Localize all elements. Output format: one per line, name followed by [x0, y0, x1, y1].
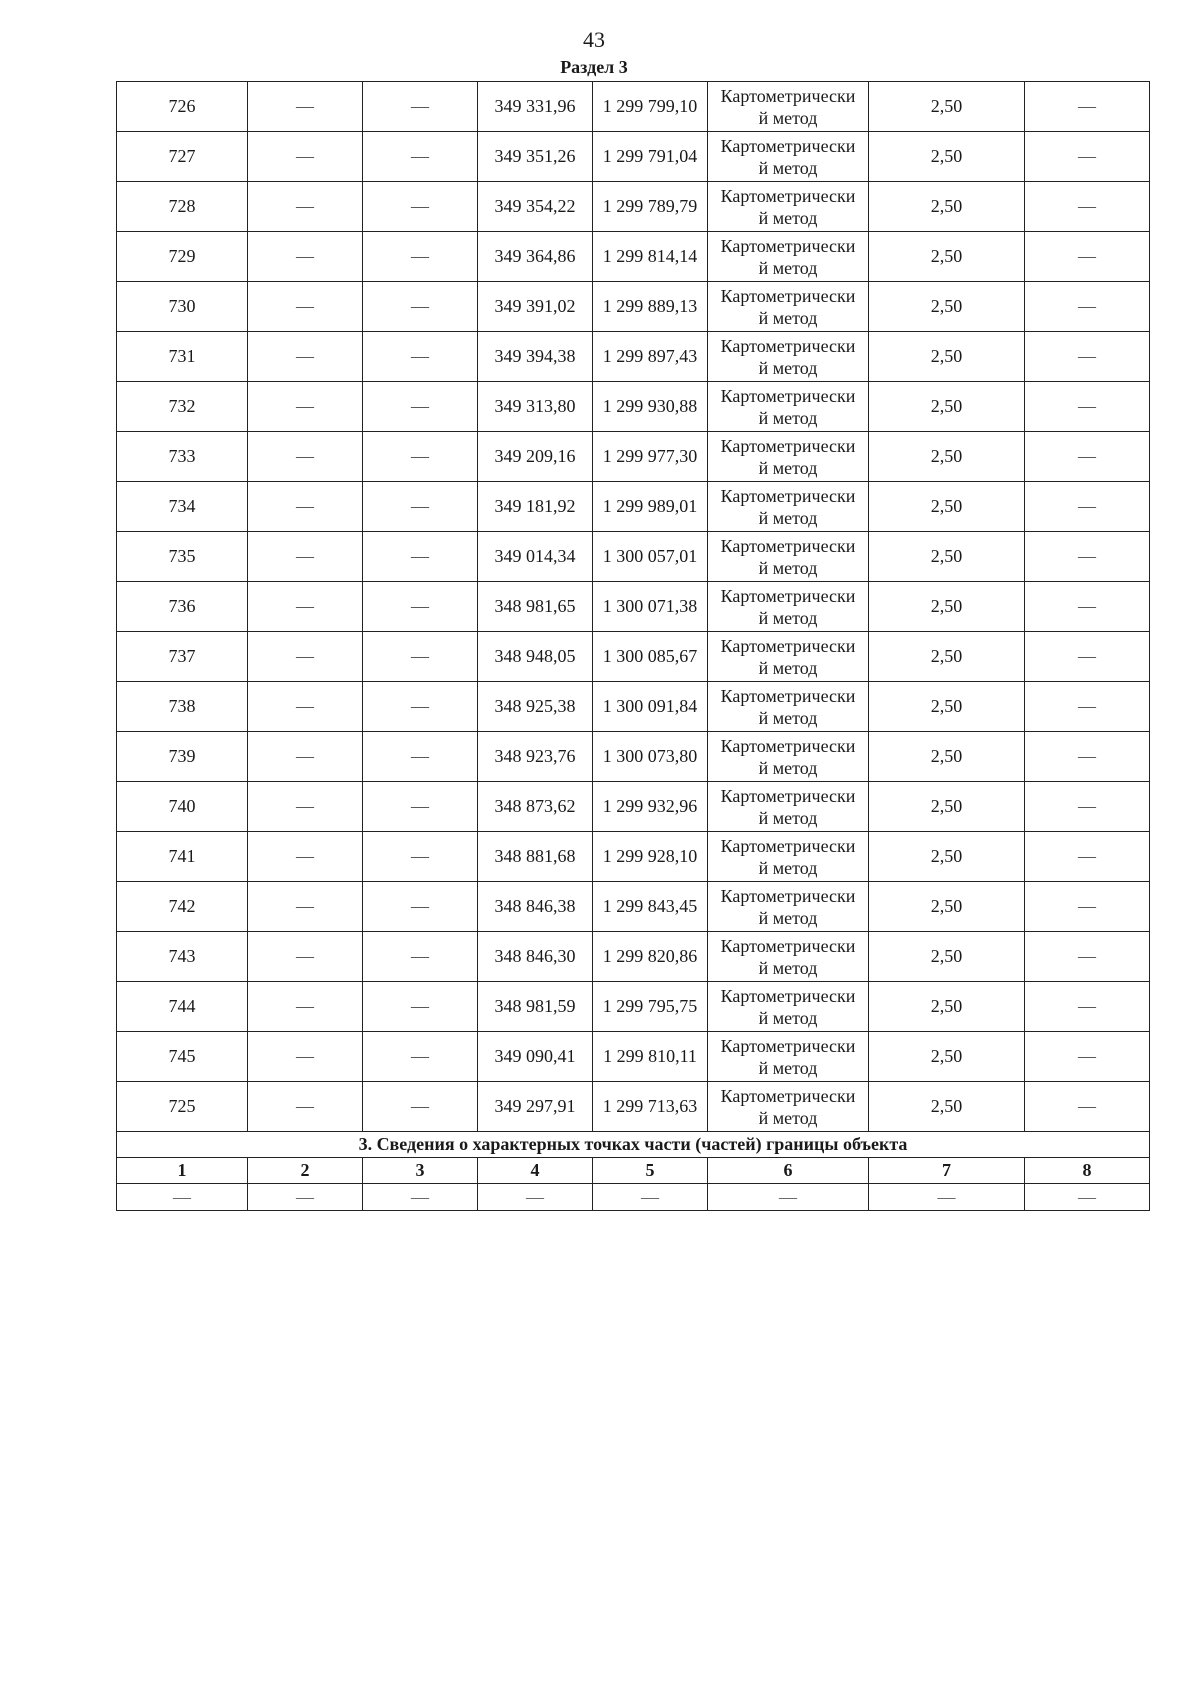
method-text-line: Картометрически [720, 485, 856, 506]
column-header: 8 [1025, 1158, 1150, 1184]
y-coordinate-cell: 1 299 932,96 [593, 782, 708, 832]
column-8-cell: — [1025, 782, 1150, 832]
column-3-cell: — [363, 1082, 478, 1132]
point-number-cell: 735 [117, 532, 248, 582]
column-3-cell: — [363, 682, 478, 732]
empty-cell: — [708, 1184, 869, 1211]
column-2-cell: — [248, 332, 363, 382]
table-row [117, 182, 1150, 232]
column-header: 1 [117, 1158, 248, 1184]
column-3-cell: — [363, 232, 478, 282]
point-number-cell: 743 [117, 932, 248, 982]
x-coordinate-cell: 349 297,91 [478, 1082, 593, 1132]
point-number-cell: 730 [117, 282, 248, 332]
method-text-line: й метод [758, 1107, 818, 1128]
x-coordinate-cell: 348 881,68 [478, 832, 593, 882]
point-number-cell: 740 [117, 782, 248, 832]
column-3-cell: — [363, 532, 478, 582]
column-3-cell: — [363, 282, 478, 332]
boundary-points-table [116, 81, 1150, 1211]
table-row [117, 832, 1150, 882]
x-coordinate-cell: 348 846,38 [478, 882, 593, 932]
method-text-line: Картометрически [720, 1085, 856, 1106]
x-coordinate-cell: 349 394,38 [478, 332, 593, 382]
column-2-cell: — [248, 932, 363, 982]
accuracy-cell: 2,50 [869, 882, 1025, 932]
y-coordinate-cell: 1 299 930,88 [593, 382, 708, 432]
column-2-cell: — [248, 282, 363, 332]
column-3-cell: — [363, 482, 478, 532]
method-text-line: Картометрически [720, 285, 856, 306]
method-cell [708, 182, 869, 232]
column-8-cell: — [1025, 882, 1150, 932]
column-header: 2 [248, 1158, 363, 1184]
method-text-line: Картометрически [720, 585, 856, 606]
column-8-cell: — [1025, 382, 1150, 432]
column-2-cell: — [248, 682, 363, 732]
method-text-line: Картометрически [720, 935, 856, 956]
column-3-cell: — [363, 1032, 478, 1082]
x-coordinate-cell: 348 981,65 [478, 582, 593, 632]
method-cell [708, 932, 869, 982]
column-2-cell: — [248, 132, 363, 182]
x-coordinate-cell: 349 391,02 [478, 282, 593, 332]
method-text-line: Картометрически [720, 685, 856, 706]
column-2-cell: — [248, 582, 363, 632]
point-number-cell: 726 [117, 82, 248, 132]
y-coordinate-cell: 1 300 085,67 [593, 632, 708, 682]
y-coordinate-cell: 1 299 989,01 [593, 482, 708, 532]
x-coordinate-cell: 349 313,80 [478, 382, 593, 432]
column-header: 4 [478, 1158, 593, 1184]
part-section-heading-row [117, 1132, 1150, 1158]
column-2-cell: — [248, 232, 363, 282]
method-cell [708, 532, 869, 582]
column-2-cell: — [248, 1032, 363, 1082]
accuracy-cell: 2,50 [869, 782, 1025, 832]
column-8-cell: — [1025, 982, 1150, 1032]
column-8-cell: — [1025, 732, 1150, 782]
accuracy-cell: 2,50 [869, 632, 1025, 682]
x-coordinate-cell: 349 090,41 [478, 1032, 593, 1082]
y-coordinate-cell: 1 300 071,38 [593, 582, 708, 632]
column-8-cell: — [1025, 1032, 1150, 1082]
table-row [117, 932, 1150, 982]
method-text-line: й метод [758, 207, 818, 228]
method-text-line: Картометрически [720, 85, 856, 106]
accuracy-cell: 2,50 [869, 1082, 1025, 1132]
accuracy-cell: 2,50 [869, 532, 1025, 582]
column-2-cell: — [248, 82, 363, 132]
table-body [117, 82, 1150, 1132]
column-3-cell: — [363, 832, 478, 882]
x-coordinate-cell: 349 209,16 [478, 432, 593, 482]
column-2-cell: — [248, 982, 363, 1032]
table-row [117, 282, 1150, 332]
point-number-cell: 744 [117, 982, 248, 1032]
point-number-cell: 733 [117, 432, 248, 482]
column-header: 7 [869, 1158, 1025, 1184]
column-2-cell: — [248, 1082, 363, 1132]
table-row [117, 332, 1150, 382]
x-coordinate-cell: 349 364,86 [478, 232, 593, 282]
point-number-cell: 738 [117, 682, 248, 732]
accuracy-cell: 2,50 [869, 232, 1025, 282]
method-cell [708, 282, 869, 332]
y-coordinate-cell: 1 299 977,30 [593, 432, 708, 482]
point-number-cell: 736 [117, 582, 248, 632]
method-cell [708, 232, 869, 282]
method-cell [708, 682, 869, 732]
y-coordinate-cell: 1 299 897,43 [593, 332, 708, 382]
method-text-line: й метод [758, 457, 818, 478]
method-cell [708, 82, 869, 132]
y-coordinate-cell: 1 300 073,80 [593, 732, 708, 782]
method-text-line: Картометрически [720, 535, 856, 556]
table-row [117, 582, 1150, 632]
accuracy-cell: 2,50 [869, 732, 1025, 782]
accuracy-cell: 2,50 [869, 582, 1025, 632]
column-3-cell: — [363, 382, 478, 432]
x-coordinate-cell: 349 181,92 [478, 482, 593, 532]
table-row [117, 432, 1150, 482]
method-text-line: й метод [758, 507, 818, 528]
y-coordinate-cell: 1 299 799,10 [593, 82, 708, 132]
table-row [117, 732, 1150, 782]
table-row [117, 782, 1150, 832]
method-text-line: й метод [758, 157, 818, 178]
method-cell [708, 1032, 869, 1082]
method-text-line: Картометрически [720, 135, 856, 156]
accuracy-cell: 2,50 [869, 832, 1025, 882]
method-cell [708, 432, 869, 482]
method-cell [708, 982, 869, 1032]
column-8-cell: — [1025, 932, 1150, 982]
column-8-cell: — [1025, 332, 1150, 382]
point-number-cell: 728 [117, 182, 248, 232]
column-2-cell: — [248, 182, 363, 232]
point-number-cell: 734 [117, 482, 248, 532]
table-row [117, 632, 1150, 682]
accuracy-cell: 2,50 [869, 482, 1025, 532]
column-3-cell: — [363, 182, 478, 232]
column-header: 5 [593, 1158, 708, 1184]
accuracy-cell: 2,50 [869, 282, 1025, 332]
column-3-cell: — [363, 732, 478, 782]
method-text-line: Картометрически [720, 185, 856, 206]
column-8-cell: — [1025, 482, 1150, 532]
empty-cell: — [117, 1184, 248, 1211]
y-coordinate-cell: 1 300 091,84 [593, 682, 708, 732]
part-section-header-row [117, 1158, 1150, 1184]
point-number-cell: 742 [117, 882, 248, 932]
column-8-cell: — [1025, 682, 1150, 732]
column-3-cell: — [363, 632, 478, 682]
column-8-cell: — [1025, 82, 1150, 132]
method-text-line: й метод [758, 557, 818, 578]
column-3-cell: — [363, 782, 478, 832]
table-row [117, 382, 1150, 432]
empty-cell: — [869, 1184, 1025, 1211]
method-text-line: Картометрически [720, 1035, 856, 1056]
method-text-line: й метод [758, 657, 818, 678]
column-2-cell: — [248, 782, 363, 832]
accuracy-cell: 2,50 [869, 82, 1025, 132]
method-cell [708, 732, 869, 782]
method-text-line: Картометрически [720, 335, 856, 356]
empty-cell: — [1025, 1184, 1150, 1211]
method-cell [708, 632, 869, 682]
column-8-cell: — [1025, 282, 1150, 332]
method-text-line: й метод [758, 907, 818, 928]
point-number-cell: 737 [117, 632, 248, 682]
table-row [117, 532, 1150, 582]
column-2-cell: — [248, 432, 363, 482]
x-coordinate-cell: 349 354,22 [478, 182, 593, 232]
table-row [117, 82, 1150, 132]
point-number-cell: 729 [117, 232, 248, 282]
table-row [117, 882, 1150, 932]
x-coordinate-cell: 349 014,34 [478, 532, 593, 582]
method-text-line: Картометрически [720, 785, 856, 806]
method-text-line: Картометрически [720, 385, 856, 406]
x-coordinate-cell: 348 948,05 [478, 632, 593, 682]
column-2-cell: — [248, 382, 363, 432]
y-coordinate-cell: 1 299 810,11 [593, 1032, 708, 1082]
method-text-line: й метод [758, 607, 818, 628]
column-8-cell: — [1025, 532, 1150, 582]
method-cell [708, 382, 869, 432]
empty-cell: — [593, 1184, 708, 1211]
method-cell [708, 782, 869, 832]
y-coordinate-cell: 1 299 820,86 [593, 932, 708, 982]
point-number-cell: 731 [117, 332, 248, 382]
x-coordinate-cell: 349 351,26 [478, 132, 593, 182]
method-text-line: Картометрически [720, 435, 856, 456]
method-text-line: й метод [758, 707, 818, 728]
method-text-line: й метод [758, 957, 818, 978]
accuracy-cell: 2,50 [869, 132, 1025, 182]
x-coordinate-cell: 348 925,38 [478, 682, 593, 732]
accuracy-cell: 2,50 [869, 332, 1025, 382]
method-cell [708, 882, 869, 932]
empty-cell: — [363, 1184, 478, 1211]
point-number-cell: 745 [117, 1032, 248, 1082]
y-coordinate-cell: 1 299 791,04 [593, 132, 708, 182]
method-text-line: й метод [758, 857, 818, 878]
accuracy-cell: 2,50 [869, 1032, 1025, 1082]
x-coordinate-cell: 349 331,96 [478, 82, 593, 132]
column-8-cell: — [1025, 432, 1150, 482]
column-8-cell: — [1025, 832, 1150, 882]
point-number-cell: 727 [117, 132, 248, 182]
method-text-line: й метод [758, 107, 818, 128]
table-row [117, 1082, 1150, 1132]
page-number: 43 [583, 27, 605, 52]
x-coordinate-cell: 348 923,76 [478, 732, 593, 782]
column-2-cell: — [248, 532, 363, 582]
method-text-line: Картометрически [720, 735, 856, 756]
method-cell [708, 1082, 869, 1132]
point-number-cell: 741 [117, 832, 248, 882]
column-8-cell: — [1025, 632, 1150, 682]
y-coordinate-cell: 1 299 843,45 [593, 882, 708, 932]
table-row [117, 1032, 1150, 1082]
empty-cell: — [478, 1184, 593, 1211]
column-3-cell: — [363, 132, 478, 182]
accuracy-cell: 2,50 [869, 182, 1025, 232]
table-row [117, 482, 1150, 532]
accuracy-cell: 2,50 [869, 682, 1025, 732]
method-cell [708, 132, 869, 182]
method-text-line: Картометрически [720, 985, 856, 1006]
method-text-line: Картометрически [720, 885, 856, 906]
method-text-line: й метод [758, 307, 818, 328]
column-2-cell: — [248, 882, 363, 932]
column-2-cell: — [248, 632, 363, 682]
part-section [117, 1132, 1150, 1211]
column-3-cell: — [363, 82, 478, 132]
point-number-cell: 732 [117, 382, 248, 432]
column-8-cell: — [1025, 182, 1150, 232]
method-cell [708, 832, 869, 882]
part-section-empty-row [117, 1184, 1150, 1211]
method-text-line: й метод [758, 807, 818, 828]
empty-cell: — [248, 1184, 363, 1211]
accuracy-cell: 2,50 [869, 382, 1025, 432]
method-text-line: й метод [758, 407, 818, 428]
part-section-title: 3. Сведения о характерных точках части (частей) границы объекта [117, 1132, 1150, 1158]
column-3-cell: — [363, 882, 478, 932]
accuracy-cell: 2,50 [869, 982, 1025, 1032]
y-coordinate-cell: 1 300 057,01 [593, 532, 708, 582]
table-row [117, 982, 1150, 1032]
column-header: 3 [363, 1158, 478, 1184]
method-text-line: Картометрически [720, 835, 856, 856]
table-row [117, 682, 1150, 732]
method-cell [708, 482, 869, 532]
y-coordinate-cell: 1 299 814,14 [593, 232, 708, 282]
method-text-line: й метод [758, 1007, 818, 1028]
x-coordinate-cell: 348 873,62 [478, 782, 593, 832]
column-header: 6 [708, 1158, 869, 1184]
column-3-cell: — [363, 432, 478, 482]
column-8-cell: — [1025, 132, 1150, 182]
column-8-cell: — [1025, 232, 1150, 282]
method-text-line: Картометрически [720, 635, 856, 656]
method-cell [708, 582, 869, 632]
y-coordinate-cell: 1 299 789,79 [593, 182, 708, 232]
column-3-cell: — [363, 582, 478, 632]
column-3-cell: — [363, 932, 478, 982]
accuracy-cell: 2,50 [869, 432, 1025, 482]
column-8-cell: — [1025, 582, 1150, 632]
y-coordinate-cell: 1 299 713,63 [593, 1082, 708, 1132]
x-coordinate-cell: 348 846,30 [478, 932, 593, 982]
column-3-cell: — [363, 332, 478, 382]
method-cell [708, 332, 869, 382]
accuracy-cell: 2,50 [869, 932, 1025, 982]
method-text-line: й метод [758, 257, 818, 278]
section-label: Раздел 3 [560, 57, 628, 77]
column-3-cell: — [363, 982, 478, 1032]
y-coordinate-cell: 1 299 795,75 [593, 982, 708, 1032]
method-text-line: Картометрически [720, 235, 856, 256]
column-8-cell: — [1025, 1082, 1150, 1132]
method-text-line: й метод [758, 757, 818, 778]
method-text-line: й метод [758, 357, 818, 378]
column-2-cell: — [248, 732, 363, 782]
column-2-cell: — [248, 832, 363, 882]
column-2-cell: — [248, 482, 363, 532]
table-row [117, 232, 1150, 282]
method-text-line: й метод [758, 1057, 818, 1078]
point-number-cell: 725 [117, 1082, 248, 1132]
point-number-cell: 739 [117, 732, 248, 782]
y-coordinate-cell: 1 299 889,13 [593, 282, 708, 332]
x-coordinate-cell: 348 981,59 [478, 982, 593, 1032]
y-coordinate-cell: 1 299 928,10 [593, 832, 708, 882]
table-row [117, 132, 1150, 182]
